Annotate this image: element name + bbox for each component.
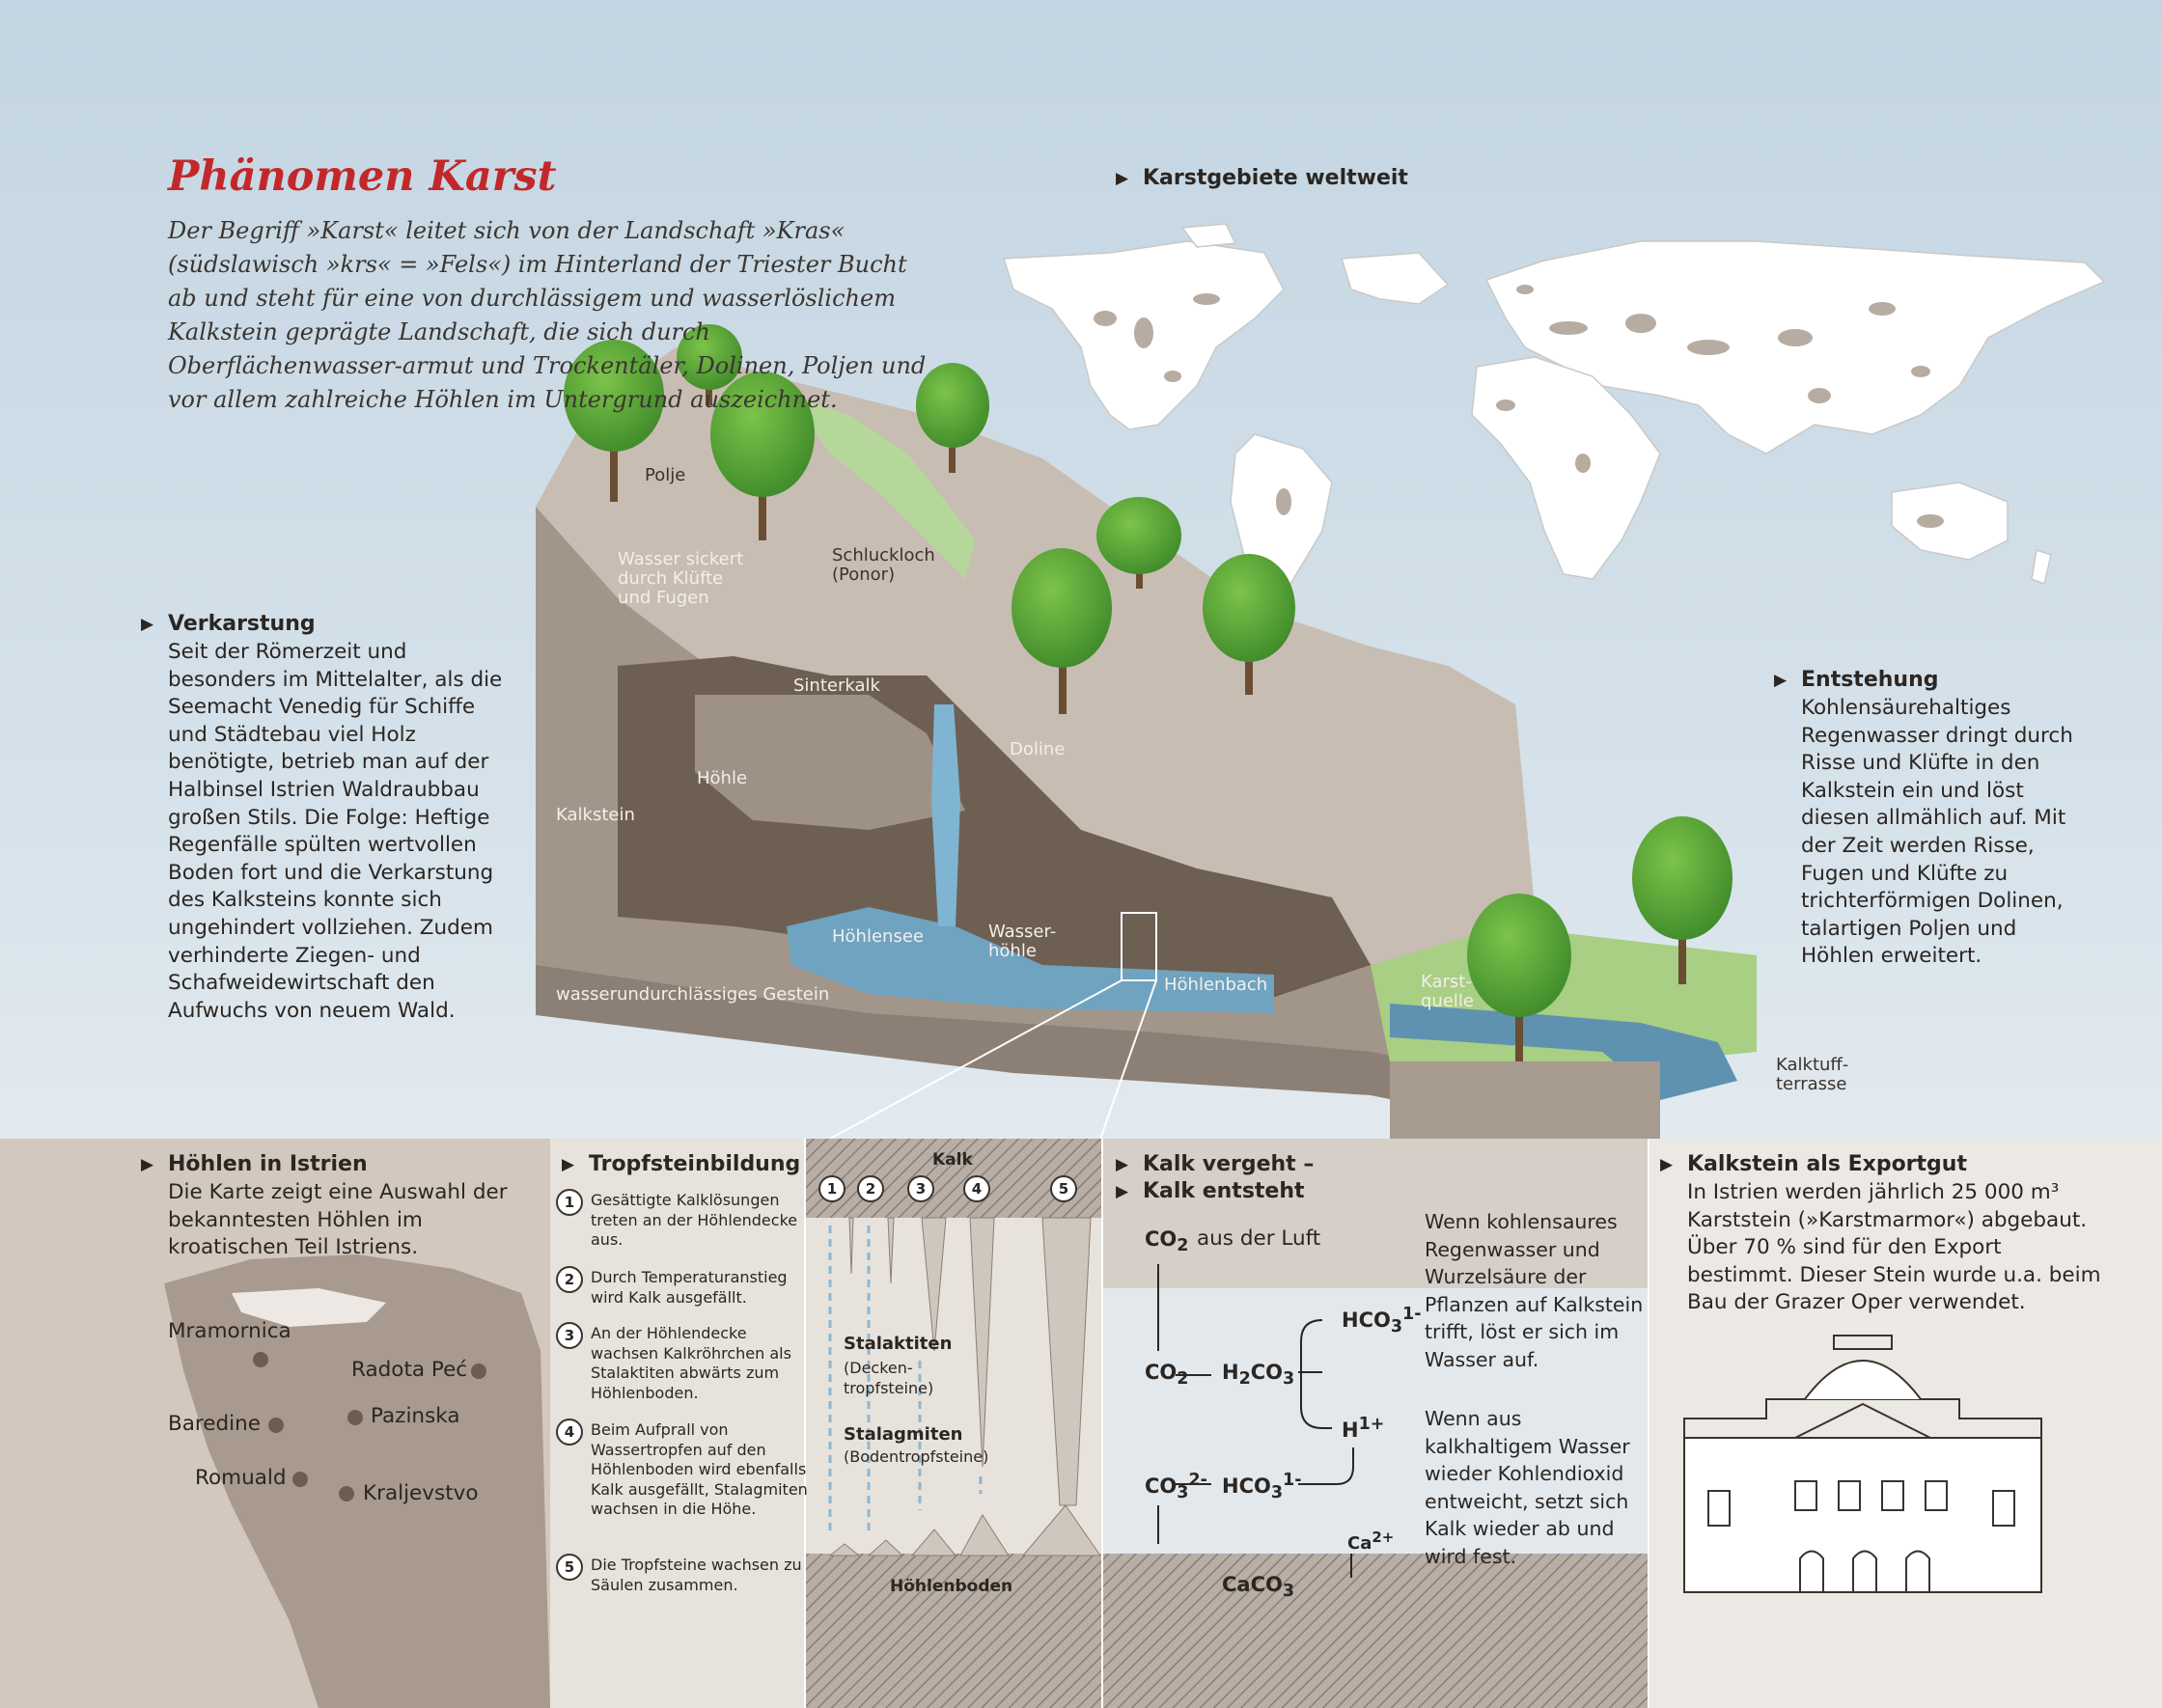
kalk-text-1: Wenn kohlensaures Regenwasser und Wurzelsäure der Pflanzen auf Kalkstein trifft, löst er sich im Wasser auf.: [1425, 1210, 1644, 1371]
label-stalagmiten-sub: (Bodentropfsteine): [844, 1447, 989, 1466]
label-stalaktiten-sub: (Decken-tropfsteine): [844, 1359, 934, 1397]
kalk-heading-1: ▶ Kalk vergeht –: [1143, 1152, 1314, 1176]
label-sinterkalk: Sinterkalk: [793, 675, 880, 696]
chem-hco3-top: $HCO_3^{1-}$: [1342, 1305, 1422, 1337]
label-hoehlensee: Höhlensee: [832, 926, 924, 947]
cave-romuald: Romuald: [195, 1466, 287, 1490]
export-text: In Istrien werden jährlich 25 000 m³ Karststein (»Karstmarmor«) abgebaut. Über 70 % sind für den Export bestimmt. Dieser Stein wurde u.a. beim Bau der Grazer Oper verwendet.: [1687, 1180, 2101, 1315]
chem-co2-air: $CO_2$: [1145, 1227, 1189, 1256]
infographic-page: Phänomen Karst Der Begriff »Karst« leitet sich von der Landschaft »Kras« (südslawisch »krs« = »Fels«) im Hinterland der Triester Bucht ab und steht für eine von durchlässigem und wasserlöslichem Kalkstein geprägte Landschaft, die sich durch Oberflächenwasser-armut und Trockentäler, Dolinen, Poljen und vor allem zahlreiche Höhlen im Untergrund auszeichnet. ▶ Karstgebiete weltweit ▶ Verkarstung Seit der Römerzeit und besonders im Mittelalter, als die Seemacht Venedig für Schiffe und Städtebau viel Holz benötigte, betrieb man auf der Halbinsel Istrien Waldraubbau großen Stils. Die Folge: Heftige Regenfälle spülten wertvollen Boden fort und die Verkarstung des Kalksteins konnte sich ungehindert vollziehen. Zudem verhinderte Ziegen- und Schafweidewirtschaft den Aufwuchs von neuem Wald. ▶ Entstehung Kohlensäurehaltiges Regenwasser dringt durch Risse und Klüfte in den Kalkstein ein und löst diesen allmählich auf. Mit der Zeit werden Risse, Fugen und Klüfte zu trichterförmigen Dolinen, talartigen Poljen und Höhlen erweitert. Polje Wasser sickert durch Klüfte und Fugen Schluckloch (Ponor) Sinterkalk Höhle Kalkstein Doline Höhlensee Wasser-höhle Höhlenbach wasserundurchlässiges Gestein Karst-quelle Kalktuff-terrasse ▶ Höhlen in Istrien Die Karte zeigt eine Auswahl der bekanntesten Höhlen im kroatischen Teil Istriens. Mramornica Radota Peć Baredine Pazinska Romuald Kraljevstvo ▶ Tropfsteinbildung 1 Gesättigte Kalklösungen treten an der Höhlendecke aus. 2 Durch Temperaturanstieg wird Kalk ausgefällt. 3 An der Höhlendecke wachsen Kalkröhrchen als Stalaktiten abwärts zum Höhlenboden. 4 Beim Aufprall von Wassertropfen auf den Höhlenboden wird ebenfalls Kalk ausgefällt, Stalagmiten wachsen in die Höhe. 5 Die Tropfsteine wachsen zu Säulen zusammen. 1 2 3 4 5 Kalk Stalaktiten (Decken-tropfsteine) Stalagmiten (Bodentropfsteine) Höhlenboden ▶ Kalk vergeht – ▶ Kalk entsteht $CO_2$ aus der Luft $CO_2$ $H_2CO_3$ $HCO_3^{1-}$ $H^{1+}$ $CO_3^{2-}$ $HCO_3^{1-}$ $Ca^{2+}$ CaCO$_3$ Wenn kohlensaures Regenwasser und Wurzelsäure der Pflanzen auf Kalkstein trifft, löst er sich im Wasser auf. Wenn aus kalkhaltigem Wasser wieder Kohlendioxid entweicht, setzt sich Kalk wieder ab und wird fest. ▶ Kalkstein als Exportgut In Istrien werden jährlich 25 000 m³ Karststein (»Karstmarmor«) abgebaut. Über 70 % sind für den Export bestimmt. Dieser Stein wurde u.a. beim Bau der Grazer Oper verwendet.: [0, 0, 2162, 1708]
co2-aus-der-luft: aus der Luft: [1197, 1226, 1321, 1251]
intro-text: Der Begriff »Karst« leitet sich von der Landschaft »Kras« (südslawisch »krs« = »Fels«) im Hinterland der Triester Bucht ab und steht für eine von durchlässigem und wasserlöslichem Kalkstein geprägte Landschaft, die sich durch Oberflächenwasser-armut und Trockentäler, Dolinen, Poljen und vor allem zahlreiche Höhlen im Untergrund auszeichnet.: [168, 217, 927, 413]
tropfstein-heading: ▶ Tropfsteinbildung: [589, 1152, 800, 1176]
cave-pazinska: Pazinska: [371, 1404, 460, 1428]
label-karstquelle: Karst-quelle: [1421, 972, 1474, 1011]
label-hoehle: Höhle: [697, 768, 748, 788]
step-4: 4 Beim Aufprall von Wassertropfen auf den Höhlenboden wird ebenfalls Kalk ausgefällt, Stalagmiten wachsen in die Höhe.: [556, 1419, 797, 1442]
label-stalagmiten: Stalagmiten: [844, 1424, 963, 1445]
export-heading: ▶ Kalkstein als Exportgut: [1687, 1152, 1967, 1176]
label-schluckloch: Schluckloch (Ponor): [832, 545, 935, 585]
label-gestein: wasserundurchlässiges Gestein: [556, 984, 830, 1005]
label-wasser-sickert: Wasser sickert durch Klüfte und Fugen: [618, 549, 744, 608]
cave-baredine: Baredine: [168, 1412, 261, 1436]
label-kalktuff: Kalktuff-terrasse: [1776, 1055, 1849, 1094]
entstehung-text: Kohlensäurehaltiges Regenwasser dringt durch Risse und Klüfte in den Kalkstein ein und löst diesen allmählich auf. Mit der Zeit werden Risse, Fugen und Klüfte zu trichterförmigen Dolinen, talartigen Poljen und Höhlen erweitert.: [1801, 696, 2073, 969]
label-hoehlenboden: Höhlenboden: [890, 1577, 1013, 1596]
label-kalkstein: Kalkstein: [556, 805, 635, 825]
chem-caco3: CaCO$_3$: [1222, 1573, 1295, 1602]
kalk-text-2: Wenn aus kalkhaltigem Wasser wieder Kohlendioxid entweicht, setzt sich Kalk wieder ab und wird fest.: [1425, 1407, 1630, 1568]
chem-co3: $CO_3^{2-}$: [1145, 1471, 1207, 1503]
label-kalk: Kalk: [932, 1150, 973, 1170]
label-wasserhoehle: Wasser-höhle: [988, 922, 1057, 961]
step-1: 1 Gesättigte Kalklösungen treten an der Höhlendecke aus.: [556, 1189, 797, 1212]
label-hoehlenbach: Höhlenbach: [1164, 975, 1268, 995]
page-title: Phänomen Karst: [168, 152, 557, 201]
step-3: 3 An der Höhlendecke wachsen Kalkröhrchen als Stalaktiten abwärts zum Höhlenboden.: [556, 1322, 797, 1345]
chem-h2co3: $H_2CO_3$: [1222, 1361, 1295, 1390]
chem-hco3-bottom: $HCO_3^{1-}$: [1222, 1471, 1302, 1503]
entstehung-heading: ▶ Entstehung: [1801, 668, 1938, 692]
verkarstung-heading: ▶ Verkarstung: [168, 612, 316, 636]
label-stalaktiten: Stalaktiten: [844, 1334, 953, 1354]
limestone-band: [1102, 1554, 1649, 1708]
istrien-text: Die Karte zeigt eine Auswahl der bekanntesten Höhlen im kroatischen Teil Istriens.: [168, 1180, 508, 1260]
label-doline: Doline: [1010, 739, 1066, 759]
chem-ca: $Ca^{2+}$: [1347, 1529, 1395, 1554]
step-2: 2 Durch Temperaturanstieg wird Kalk ausgefällt.: [556, 1266, 797, 1289]
step-5: 5 Die Tropfsteine wachsen zu Säulen zusammen.: [556, 1554, 797, 1577]
chem-h-plus: $H^{1+}$: [1342, 1415, 1385, 1442]
cave-kraljevstvo: Kraljevstvo: [363, 1481, 479, 1505]
cave-radota-pec: Radota Peć: [351, 1358, 468, 1382]
istrien-heading: ▶ Höhlen in Istrien: [168, 1152, 368, 1176]
world-map-heading: ▶ Karstgebiete weltweit: [1143, 166, 1408, 190]
chem-co2: $CO_2$: [1145, 1361, 1189, 1390]
kalk-heading-2: ▶ Kalk entsteht: [1143, 1179, 1305, 1203]
verkarstung-text: Seit der Römerzeit und besonders im Mittelalter, als die Seemacht Venedig für Schiffe und Städtebau viel Holz benötigte, betrieb man auf der Halbinsel Istrien Waldraubbau großen Stils. Die Folge: Heftige Regenfälle spülten wertvollen Boden fort und die Verkarstung des Kalksteins konnte sich ungehindert vollziehen. Zudem verhinderte Ziegen- und Schafweidewirtschaft den Aufwuchs von neuem Wald.: [168, 640, 503, 1023]
label-polje: Polje: [645, 465, 686, 485]
cave-mramornica: Mramornica: [168, 1319, 291, 1343]
